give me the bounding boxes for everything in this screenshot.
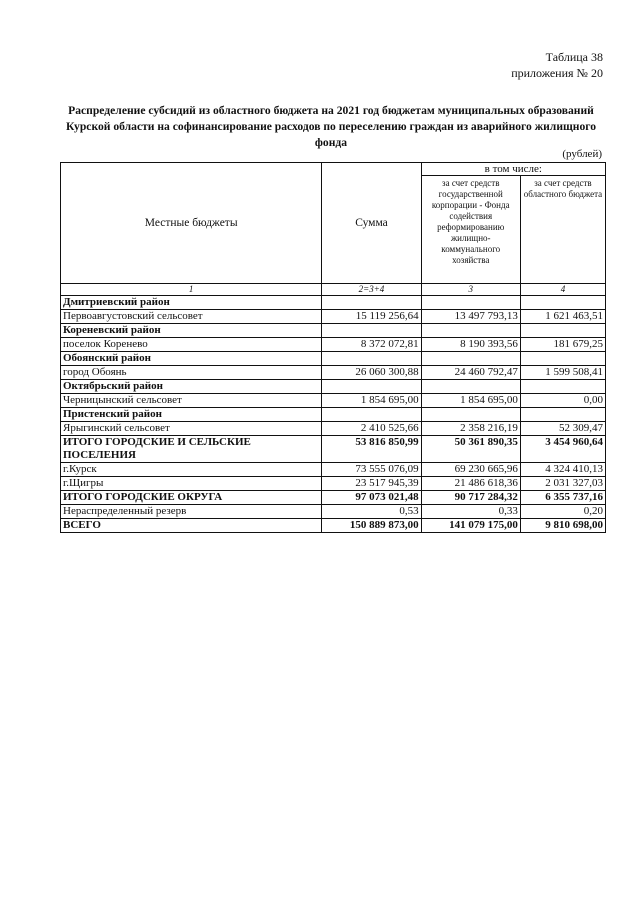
row-name: Дмитриевский район xyxy=(61,296,322,310)
row-regional-amount: 0,20 xyxy=(520,505,605,519)
table-row xyxy=(61,366,606,380)
row-fund-amount: 69 230 665,96 xyxy=(421,463,520,477)
total-row xyxy=(61,436,606,463)
row-regional-amount xyxy=(520,408,605,422)
row-fund-amount: 50 361 890,35 xyxy=(421,436,520,463)
row-sum: 26 060 300,88 xyxy=(322,366,421,380)
district-row xyxy=(61,408,606,422)
row-regional-amount xyxy=(520,296,605,310)
row-regional-amount xyxy=(520,380,605,394)
document-title: Распределение субсидий из областного бюджета на 2021 год бюджетам муниципальных образований Курской области на софинансирование расходов по переселению граждан из аварийного жилищного фонда xyxy=(65,104,597,149)
table-row xyxy=(61,422,606,436)
row-sum: 1 854 695,00 xyxy=(322,394,421,408)
row-sum xyxy=(322,324,421,338)
row-regional-amount: 2 031 327,03 xyxy=(520,477,605,491)
row-sum: 8 372 072,81 xyxy=(322,338,421,352)
table-row xyxy=(61,338,606,352)
row-sum: 0,53 xyxy=(322,505,421,519)
header-local-budgets: Местные бюджеты xyxy=(61,163,322,284)
row-fund-amount: 21 486 618,36 xyxy=(421,477,520,491)
row-regional-amount: 1 621 463,51 xyxy=(520,310,605,324)
header-state-corp-funds: за счет средств государственной корпорации - Фонда содействия реформированию жилищно-коммунального хозяйства xyxy=(421,176,520,284)
column-number-2: 2=3+4 xyxy=(322,284,421,296)
district-row xyxy=(61,324,606,338)
row-name: ИТОГО ГОРОДСКИЕ И СЕЛЬСКИЕ ПОСЕЛЕНИЯ xyxy=(61,436,322,463)
row-fund-amount xyxy=(421,380,520,394)
column-numbers-row xyxy=(61,284,606,296)
row-regional-amount: 181 679,25 xyxy=(520,338,605,352)
row-regional-amount: 3 454 960,64 xyxy=(520,436,605,463)
row-sum xyxy=(322,380,421,394)
table-number: Таблица 38 xyxy=(545,50,603,64)
row-name: Обоянский район xyxy=(61,352,322,366)
row-sum xyxy=(322,296,421,310)
row-name: г.Курск xyxy=(61,463,322,477)
table-row xyxy=(61,463,606,477)
row-regional-amount: 6 355 737,16 xyxy=(520,491,605,505)
units-label: (рублей) xyxy=(562,148,602,160)
row-regional-amount: 0,00 xyxy=(520,394,605,408)
table-row xyxy=(61,477,606,491)
district-row xyxy=(61,352,606,366)
row-regional-amount: 4 324 410,13 xyxy=(520,463,605,477)
row-regional-amount xyxy=(520,352,605,366)
row-regional-amount: 9 810 698,00 xyxy=(520,519,605,533)
district-row xyxy=(61,380,606,394)
header-row xyxy=(61,163,606,176)
row-name: ВСЕГО xyxy=(61,519,322,533)
row-name: Октябрьский район xyxy=(61,380,322,394)
row-fund-amount: 0,33 xyxy=(421,505,520,519)
subsidy-table xyxy=(60,162,606,533)
row-sum: 53 816 850,99 xyxy=(322,436,421,463)
row-fund-amount: 24 460 792,47 xyxy=(421,366,520,380)
row-regional-amount: 1 599 508,41 xyxy=(520,366,605,380)
total-row xyxy=(61,491,606,505)
row-name: Пристенский район xyxy=(61,408,322,422)
row-sum: 2 410 525,66 xyxy=(322,422,421,436)
column-number-4: 4 xyxy=(520,284,605,296)
row-sum xyxy=(322,408,421,422)
column-number-3: 3 xyxy=(421,284,520,296)
row-name: Кореневский район xyxy=(61,324,322,338)
row-sum: 150 889 873,00 xyxy=(322,519,421,533)
row-fund-amount: 13 497 793,13 xyxy=(421,310,520,324)
row-sum: 97 073 021,48 xyxy=(322,491,421,505)
row-fund-amount: 141 079 175,00 xyxy=(421,519,520,533)
header-sum: Сумма xyxy=(322,163,421,284)
row-sum: 15 119 256,64 xyxy=(322,310,421,324)
row-name: поселок Коренево xyxy=(61,338,322,352)
row-sum: 23 517 945,39 xyxy=(322,477,421,491)
row-name: Ярыгинский сельсовет xyxy=(61,422,322,436)
row-fund-amount xyxy=(421,408,520,422)
table-row xyxy=(61,505,606,519)
row-regional-amount: 52 309,47 xyxy=(520,422,605,436)
header-including: в том числе: xyxy=(421,163,605,176)
row-name: Черницынский сельсовет xyxy=(61,394,322,408)
total-row xyxy=(61,519,606,533)
row-name: ИТОГО ГОРОДСКИЕ ОКРУГА xyxy=(61,491,322,505)
row-name: город Обоянь xyxy=(61,366,322,380)
row-fund-amount xyxy=(421,324,520,338)
table-row xyxy=(61,394,606,408)
header-regional-funds: за счет средств областного бюджета xyxy=(520,176,605,284)
row-regional-amount xyxy=(520,324,605,338)
table-row xyxy=(61,310,606,324)
column-number-1: 1 xyxy=(61,284,322,296)
row-fund-amount: 90 717 284,32 xyxy=(421,491,520,505)
row-fund-amount: 8 190 393,56 xyxy=(421,338,520,352)
row-fund-amount: 1 854 695,00 xyxy=(421,394,520,408)
row-fund-amount xyxy=(421,352,520,366)
row-fund-amount xyxy=(421,296,520,310)
row-sum: 73 555 076,09 xyxy=(322,463,421,477)
row-name: Первоавгустовский сельсовет xyxy=(61,310,322,324)
appendix-label: приложения № 20 xyxy=(511,66,603,80)
row-name: г.Щигры xyxy=(61,477,322,491)
district-row xyxy=(61,296,606,310)
row-sum xyxy=(322,352,421,366)
row-name: Нераспределенный резерв xyxy=(61,505,322,519)
row-fund-amount: 2 358 216,19 xyxy=(421,422,520,436)
